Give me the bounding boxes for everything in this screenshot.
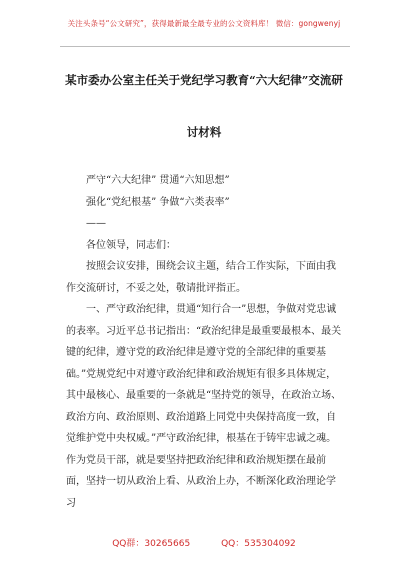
subtitle-dash: —— [86,218,106,229]
footer-qq-group: QQ群：30265665 [112,539,191,549]
paragraph-intro: 按照会议安排，围绕会议主题，结合工作实际，下面由我作交流研讨，不妥之处，敬请批评指正。 [66,261,336,294]
footer-contact [0,536,408,549]
footer-qq-number: QQ：535304092 [221,539,296,549]
subtitle-line-2: 强化“党纪根基” 争做“六类表率” [86,196,230,208]
document-body [66,170,342,514]
salutation: 各位领导，同志们： [86,239,176,251]
paragraph-political-discipline: 一、严守政治纪律，贯通“知行合一”思想，争做对党忠诚的表率。习近平总书记指出：“政治纪律是最重要最根本、最关键的纪律，遵守党的政治纪律是遵守党的全部纪律的重要基础。”党规党纪中对遵守政治纪律和政治规矩有很多具体规定，其中最核心、最重要的一条就是“坚持党的领导，在政治立场、政治方向、政治原则、政治道路上同党中央保持高度一致，自觉维护党中央权威。”严守政治纪律，根基在于铸牢忠诚之魂。作为党员干部，就是要坚持把政治纪律和政治规矩摆在最前面，坚持一切从政治上看、从政治上办，不断深化政治理论学习 [66,304,342,509]
header-divider [60,46,350,47]
document-title-line-1: 某市委办公室主任关于党纪学习教育“六大纪律”交流研 [65,73,343,87]
subtitle-line-1: 严守“六大纪律” 贯通“六知思想” [86,175,230,186]
header-banner: 关注头条号“公文研究”，获得最新最全最专业的公文资料库！ 微信：gongwenyj [67,19,341,28]
document-title-line-2: 讨材料 [186,125,222,139]
